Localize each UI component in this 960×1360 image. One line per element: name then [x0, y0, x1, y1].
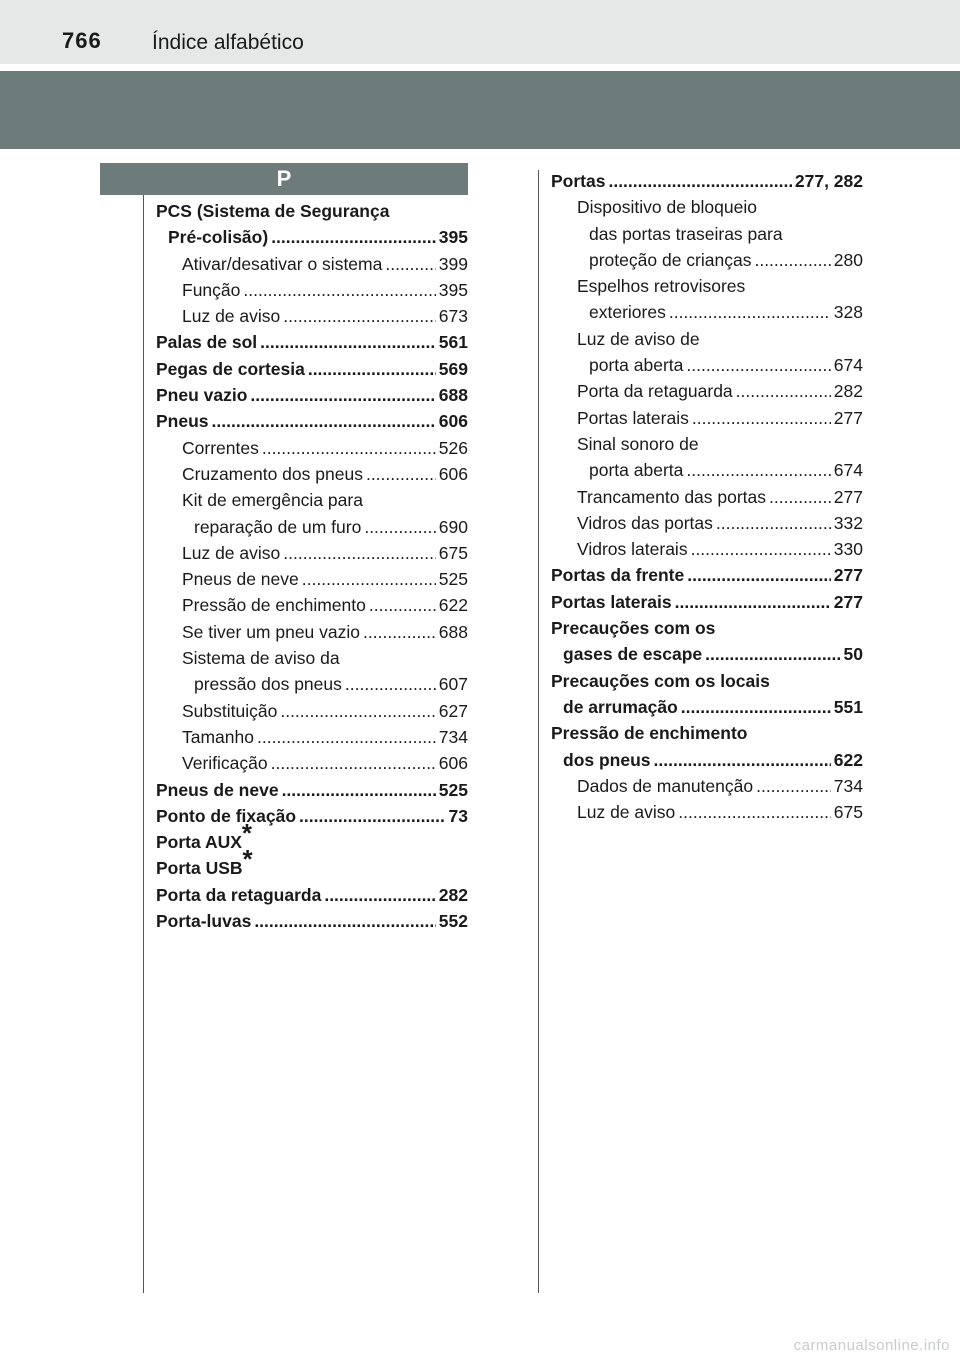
entry-label: Dados de manutenção	[577, 775, 754, 796]
index-entry	[551, 799, 863, 825]
index-entry	[156, 645, 468, 671]
entry-label: Precauções com os locais	[551, 670, 770, 691]
entry-page-number: 332	[833, 512, 863, 533]
entry-page-number: 277	[833, 565, 863, 586]
index-entry	[551, 668, 863, 694]
entry-page-number: 606	[438, 753, 468, 774]
dot-leader	[212, 408, 436, 434]
dot-leader	[271, 750, 436, 776]
index-column-left	[156, 198, 468, 934]
index-entry	[551, 615, 863, 641]
dot-leader	[345, 671, 436, 697]
entry-label: Porta AUX	[156, 832, 242, 853]
index-entry	[156, 303, 468, 329]
entry-label: Função	[182, 279, 241, 300]
entry-label: reparação de um furo	[194, 516, 362, 537]
index-entry	[156, 356, 468, 382]
entry-page-number: 280	[833, 249, 863, 270]
entry-page-number: 607	[438, 674, 468, 695]
dot-leader	[280, 698, 435, 724]
index-entry	[156, 487, 468, 513]
dot-leader	[299, 803, 446, 829]
entry-page-number: 552	[438, 911, 468, 932]
right-column-rule	[538, 170, 539, 1293]
index-entry	[156, 277, 468, 303]
entry-page-number: 627	[438, 700, 468, 721]
entry-label: Vidros laterais	[577, 539, 688, 560]
dot-leader	[608, 168, 791, 194]
index-entry	[551, 773, 863, 799]
index-entry	[551, 641, 863, 667]
dot-leader	[369, 592, 436, 618]
index-entry	[551, 536, 863, 562]
index-entry	[551, 589, 863, 615]
index-entry	[551, 562, 863, 588]
entry-page-number: 282	[438, 884, 468, 905]
entry-page-number: 674	[833, 355, 863, 376]
dot-leader	[271, 224, 436, 250]
entry-page-number: 395	[438, 227, 468, 248]
page-number: 766	[62, 28, 102, 53]
entry-page-number: 277	[833, 591, 863, 612]
dot-leader	[262, 435, 436, 461]
entry-label: das portas traseiras para	[589, 223, 783, 244]
dot-leader	[686, 352, 830, 378]
index-entry	[156, 251, 468, 277]
index-entry	[156, 514, 468, 540]
dot-leader	[669, 299, 831, 325]
entry-label: Luz de aviso	[182, 306, 281, 327]
entry-page-number: 622	[833, 749, 863, 770]
index-entry	[156, 698, 468, 724]
entry-label: exteriores	[589, 302, 666, 323]
entry-label: Vidros das portas	[577, 512, 713, 533]
index-entry	[551, 247, 863, 273]
index-entry	[156, 224, 468, 250]
entry-label: Dispositivo de bloqueio	[577, 197, 757, 218]
entry-label: Portas da frente	[551, 565, 685, 586]
entry-page-number: 395	[438, 279, 468, 300]
entry-page-number: 399	[438, 253, 468, 274]
footnote-star-icon: *	[242, 844, 253, 875]
entry-page-number: 734	[833, 775, 863, 796]
index-entry	[156, 408, 468, 434]
entry-label: porta aberta	[589, 460, 684, 481]
entry-page-number: 688	[438, 385, 468, 406]
dot-leader	[324, 882, 435, 908]
index-entry	[156, 882, 468, 908]
entry-label: Trancamento das portas	[577, 486, 767, 507]
page-header-bar	[0, 0, 960, 64]
dot-leader	[691, 536, 831, 562]
footnote-star-icon: *	[241, 818, 253, 849]
dot-leader	[681, 694, 831, 720]
entry-label: Portas laterais	[577, 407, 689, 428]
dot-leader	[678, 799, 831, 825]
entry-label: Correntes	[182, 437, 259, 458]
entry-label: proteção de crianças	[589, 249, 752, 270]
dot-leader	[254, 908, 435, 934]
dot-leader	[257, 724, 436, 750]
watermark: carmanualsonline.info	[793, 1337, 950, 1354]
index-entry	[551, 168, 863, 194]
entry-label: Pré-colisão)	[168, 227, 269, 248]
index-entry	[156, 777, 468, 803]
entry-page-number: 674	[833, 460, 863, 481]
entry-label: Sinal sonoro de	[577, 433, 699, 454]
entry-label: Porta da retaguarda	[577, 381, 733, 402]
entry-page-number: 73	[448, 805, 468, 826]
entry-label: gases de escape	[563, 644, 703, 665]
index-entry	[551, 720, 863, 746]
entry-label: pressão dos pneus	[194, 674, 342, 695]
index-entry	[551, 457, 863, 483]
dot-leader	[243, 277, 435, 303]
entry-label: Pneu vazio	[156, 385, 248, 406]
entry-label: Porta USB	[156, 858, 243, 879]
index-entry	[551, 510, 863, 536]
entry-label: Ponto de fixação	[156, 805, 297, 826]
dot-leader	[366, 461, 436, 487]
dot-leader	[363, 619, 436, 645]
index-entry	[156, 750, 468, 776]
entry-page-number: 525	[438, 779, 468, 800]
dot-leader	[654, 747, 831, 773]
index-entry	[551, 326, 863, 352]
index-entry	[156, 566, 468, 592]
index-column-right	[551, 168, 863, 825]
dot-leader	[283, 540, 436, 566]
index-entry	[156, 592, 468, 618]
dot-leader	[385, 251, 435, 277]
entry-label: Tamanho	[182, 726, 254, 747]
index-entry	[551, 747, 863, 773]
index-entry	[156, 671, 468, 697]
index-entry	[156, 908, 468, 934]
section-letter: P	[100, 163, 468, 195]
entry-page-number: 606	[438, 411, 468, 432]
entry-label: Porta da retaguarda	[156, 884, 322, 905]
dot-leader	[756, 773, 831, 799]
entry-page-number: 569	[438, 358, 468, 379]
entry-label: Luz de aviso de	[577, 328, 700, 349]
index-entry	[551, 352, 863, 378]
index-entry	[551, 694, 863, 720]
index-entry	[156, 540, 468, 566]
entry-label: Pneus	[156, 411, 209, 432]
entry-label: porta aberta	[589, 355, 684, 376]
dot-leader	[302, 566, 436, 592]
entry-page-number: 673	[438, 306, 468, 327]
entry-label: Porta-luvas	[156, 911, 252, 932]
entry-page-number: 50	[843, 644, 863, 665]
index-entry	[156, 724, 468, 750]
dot-leader	[675, 589, 831, 615]
entry-label: Pressão de enchimento	[551, 723, 748, 744]
index-entry	[156, 818, 468, 855]
entry-page-number: 525	[438, 569, 468, 590]
entry-label: Luz de aviso	[577, 802, 676, 823]
entry-page-number: 734	[438, 726, 468, 747]
index-entry	[156, 198, 468, 224]
entry-label: Verificação	[182, 753, 268, 774]
dot-leader	[364, 514, 435, 540]
dot-leader	[687, 562, 831, 588]
entry-label: Ativar/desativar o sistema	[182, 253, 383, 274]
dot-leader	[686, 457, 830, 483]
entry-page-number: 526	[438, 437, 468, 458]
entry-page-number: 690	[438, 516, 468, 537]
entry-label: Luz de aviso	[182, 542, 281, 563]
entry-label: Pneus de neve	[156, 779, 279, 800]
entry-label: Cruzamento dos pneus	[182, 463, 363, 484]
entry-page-number: 330	[833, 539, 863, 560]
entry-page-number: 561	[438, 332, 468, 353]
entry-page-number: 622	[438, 595, 468, 616]
entry-page-number: 675	[438, 542, 468, 563]
dot-leader	[282, 777, 436, 803]
page-title: Índice alfabético	[152, 31, 304, 54]
entry-label: PCS (Sistema de Segurança	[156, 201, 390, 221]
index-entry	[551, 484, 863, 510]
index-entry	[551, 405, 863, 431]
entry-label: Substituição	[182, 700, 278, 721]
entry-label: Se tiver um pneu vazio	[182, 621, 361, 642]
index-entry	[156, 844, 468, 881]
index-entry	[551, 378, 863, 404]
left-column-rule	[143, 195, 144, 1293]
index-entry	[156, 435, 468, 461]
index-entry	[156, 461, 468, 487]
entry-label: Pneus de neve	[182, 569, 299, 590]
entry-label: Sistema de aviso da	[182, 648, 340, 669]
entry-label: Pegas de cortesia	[156, 358, 305, 379]
entry-page-number: 688	[438, 621, 468, 642]
entry-label: Precauções com os	[551, 618, 716, 639]
entry-label: Kit de emergência para	[182, 490, 363, 511]
header-band	[0, 71, 960, 149]
dot-leader	[250, 382, 435, 408]
dot-leader	[692, 405, 831, 431]
index-entry	[156, 619, 468, 645]
entry-label: Pressão de enchimento	[182, 595, 366, 616]
index-entry	[156, 803, 468, 829]
dot-leader	[716, 510, 831, 536]
index-entry	[551, 299, 863, 325]
dot-leader	[736, 378, 831, 404]
entry-page-number: 282	[833, 381, 863, 402]
entry-label: de arrumação	[563, 696, 678, 717]
dot-leader	[260, 329, 436, 355]
dot-leader	[283, 303, 436, 329]
index-entry	[551, 194, 863, 220]
index-entry	[551, 273, 863, 299]
entry-page-number: 277	[833, 407, 863, 428]
entry-label: Portas	[551, 171, 606, 191]
entry-page-number: 277	[833, 486, 863, 507]
entry-page-number: 328	[833, 302, 863, 323]
dot-leader	[705, 641, 840, 667]
entry-page-number: 551	[833, 696, 863, 717]
entry-page-number: 277, 282	[794, 171, 863, 191]
entry-label: Espelhos retrovisores	[577, 276, 746, 297]
dot-leader	[769, 484, 831, 510]
entry-page-number: 606	[438, 463, 468, 484]
entry-label: dos pneus	[563, 749, 651, 770]
entry-label: Portas laterais	[551, 591, 672, 612]
index-entry	[156, 382, 468, 408]
index-entry	[156, 329, 468, 355]
dot-leader	[754, 247, 830, 273]
entry-label: Palas de sol	[156, 332, 258, 353]
dot-leader	[308, 356, 436, 382]
index-entry	[551, 431, 863, 457]
entry-page-number: 675	[833, 802, 863, 823]
index-entry	[551, 221, 863, 247]
